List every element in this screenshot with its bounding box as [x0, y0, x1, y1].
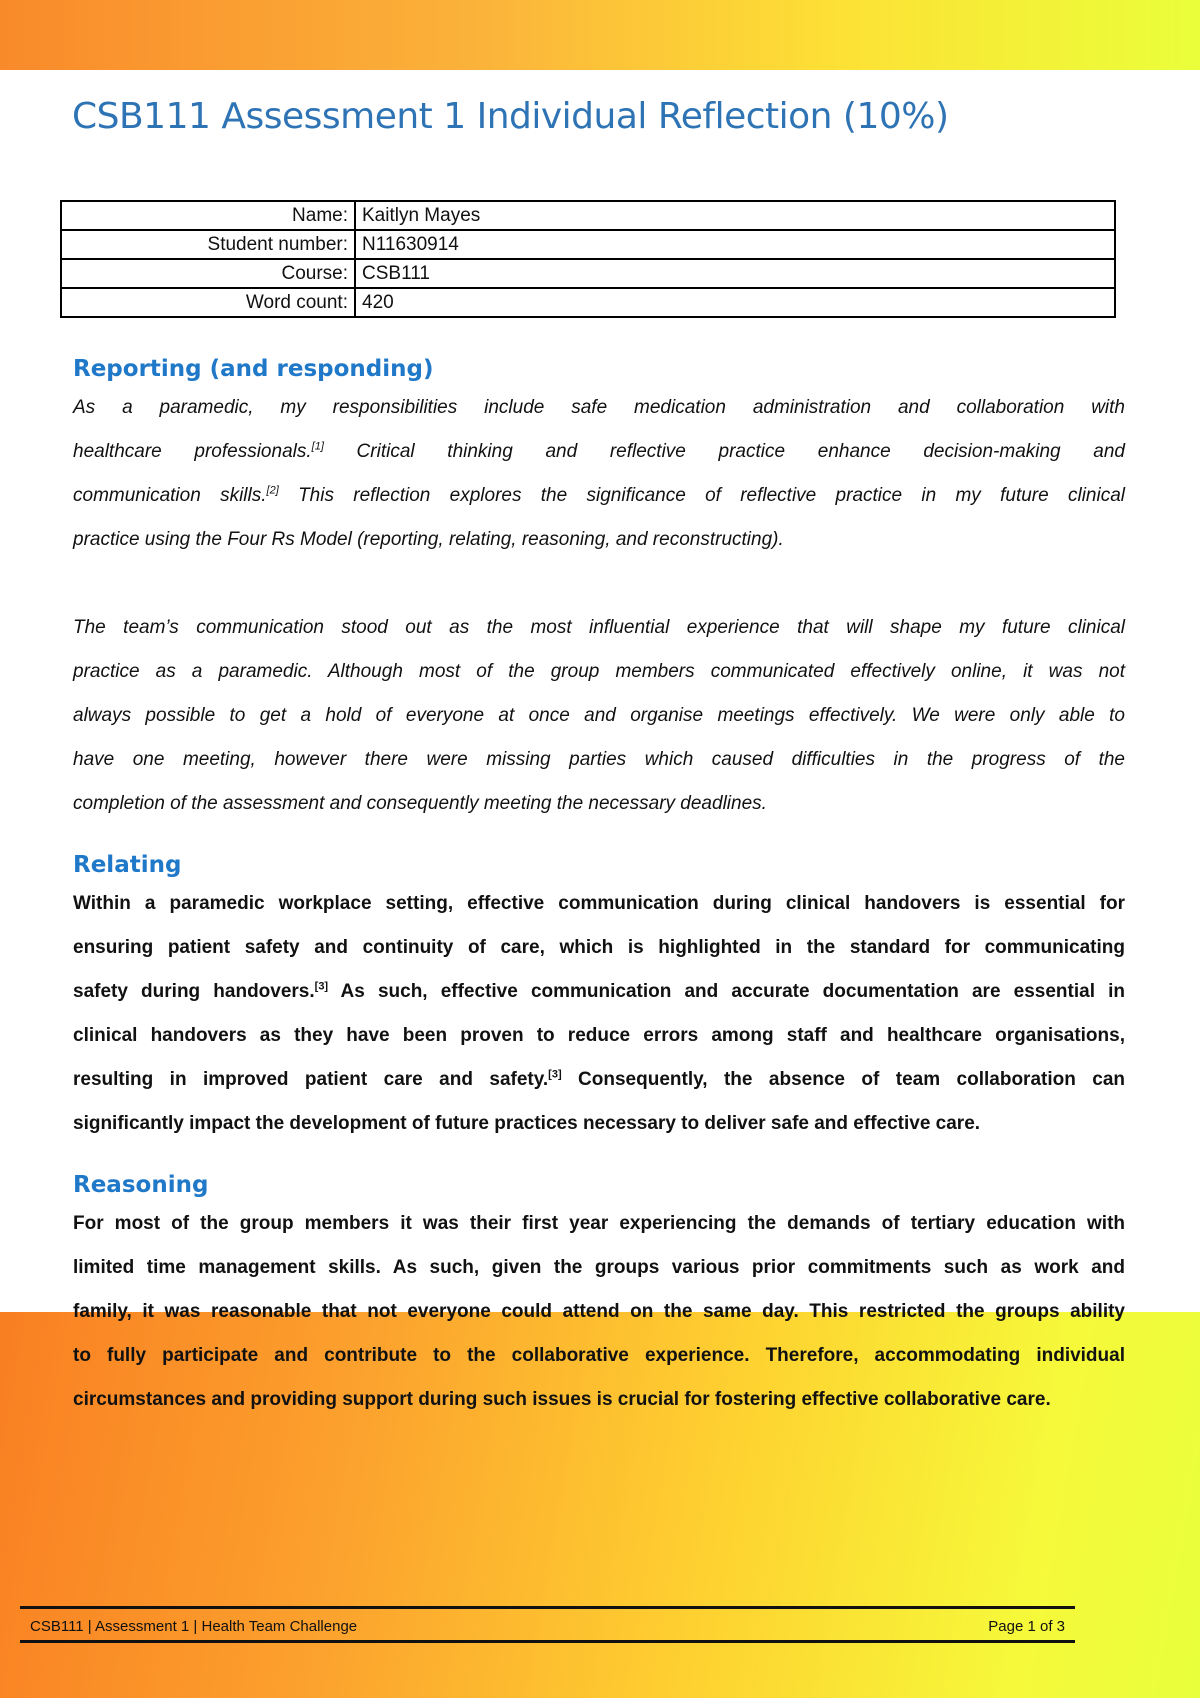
- course-value: CSB111: [355, 259, 1115, 288]
- text-line: [73, 1058, 1125, 1102]
- text-segment: ensuring patient safety and continuity of care, which is highlighted in the standard for communicating: [73, 937, 1125, 958]
- word-count-value: 420: [355, 288, 1115, 317]
- text-line: [73, 1014, 1125, 1058]
- paragraph: [73, 1202, 1125, 1422]
- text-line: [73, 738, 1125, 782]
- text-segment: resulting in improved patient care and safety.: [73, 1069, 549, 1090]
- footer-rule-bottom: [20, 1640, 1075, 1643]
- text-segment: always possible to get a hold of everyone at once and organise meetings effectively. We were only able to: [73, 705, 1125, 726]
- text-line: [73, 1202, 1125, 1246]
- text-segment: practice as a paramedic. Although most of the group members communicated effectively online, it was not: [73, 661, 1125, 682]
- name-value: Kaitlyn Mayes: [355, 201, 1115, 230]
- text-segment: have one meeting, however there were missing parties which caused difficulties in the progress of the: [73, 749, 1125, 770]
- text-segment: practice using the Four Rs Model (reporting, relating, reasoning, and reconstructing).: [73, 529, 784, 550]
- page-footer: [30, 1618, 1065, 1635]
- text-segment: to fully participate and contribute to the collaborative experience. Therefore, accommodating individual: [73, 1345, 1125, 1366]
- text-segment: communication skills.: [73, 485, 267, 506]
- table-row: [61, 288, 1115, 317]
- text-segment: limited time management skills. As such, given the groups various prior commitments such as work and: [73, 1257, 1125, 1278]
- text-line: [73, 1334, 1125, 1378]
- text-segment: clinical handovers as they have been proven to reduce errors among staff and healthcare organisations,: [73, 1025, 1125, 1046]
- section-heading: Reporting (and responding): [73, 356, 434, 382]
- text-line: [73, 1102, 1125, 1146]
- text-line: [73, 650, 1125, 694]
- citation-reference: [2]: [266, 484, 279, 497]
- text-segment: significantly impact the development of future practices necessary to deliver safe and effective care.: [73, 1113, 981, 1134]
- document-title: CSB111 Assessment 1 Individual Reflection (10%): [72, 96, 949, 137]
- text-segment: The team’s communication stood out as the most influential experience that will shape my future clinical: [73, 617, 1125, 638]
- text-line: [73, 782, 1125, 826]
- text-segment: family, it was reasonable that not everyone could attend on the same day. This restricted the groups ability: [73, 1301, 1125, 1322]
- paragraph: [73, 606, 1125, 826]
- citation-reference: [3]: [314, 980, 329, 993]
- student-number-value: N11630914: [355, 230, 1115, 259]
- text-line: [73, 970, 1125, 1014]
- text-line: [73, 518, 1125, 562]
- text-line: [73, 606, 1125, 650]
- text-segment: circumstances and providing support during such issues is crucial for fostering effective collaborative care.: [73, 1389, 1051, 1410]
- text-line: [73, 1378, 1125, 1422]
- paragraph: [73, 882, 1125, 1146]
- text-line: [73, 474, 1125, 518]
- course-label: Course:: [61, 259, 355, 288]
- text-segment: For most of the group members it was their first year experiencing the demands of tertiary education with: [73, 1213, 1125, 1234]
- header-decorative-band: [0, 0, 1200, 70]
- table-row: [61, 259, 1115, 288]
- footer-course-info: CSB111 | Assessment 1 | Health Team Challenge: [30, 1618, 358, 1635]
- document-body: [73, 352, 1125, 1422]
- text-segment: This reflection explores the significance of reflective practice in my future clinical: [278, 485, 1126, 506]
- citation-reference: [3]: [548, 1068, 562, 1081]
- section-spacer: [73, 826, 1125, 848]
- citation-reference: [1]: [311, 440, 324, 453]
- text-line: [73, 882, 1125, 926]
- text-segment: Critical thinking and reflective practice enhance decision-making and: [323, 441, 1125, 462]
- paragraph: [73, 386, 1125, 562]
- name-label: Name:: [61, 201, 355, 230]
- text-segment: safety during handovers.: [73, 981, 315, 1002]
- text-segment: As a paramedic, my responsibilities include safe medication administration and collaboration with: [73, 397, 1125, 418]
- footer-rule-top: [20, 1606, 1075, 1609]
- text-segment: Consequently, the absence of team collaboration can: [561, 1069, 1126, 1090]
- text-line: [73, 1246, 1125, 1290]
- text-line: [73, 926, 1125, 970]
- text-line: [73, 386, 1125, 430]
- word-count-label: Word count:: [61, 288, 355, 317]
- student-number-label: Student number:: [61, 230, 355, 259]
- section-heading: Reasoning: [73, 1172, 209, 1198]
- student-info-table: [60, 200, 1116, 318]
- table-row: [61, 230, 1115, 259]
- text-line: [73, 694, 1125, 738]
- text-segment: Within a paramedic workplace setting, effective communication during clinical handovers is essential for: [73, 893, 1125, 914]
- section-heading: Relating: [73, 852, 182, 878]
- table-row: [61, 201, 1115, 230]
- text-segment: As such, effective communication and accurate documentation are essential in: [328, 981, 1125, 1002]
- page-number: Page 1 of 3: [988, 1618, 1065, 1635]
- text-line: [73, 430, 1125, 474]
- text-line: [73, 1290, 1125, 1334]
- section-spacer: [73, 1146, 1125, 1168]
- text-segment: completion of the assessment and consequently meeting the necessary deadlines.: [73, 793, 767, 814]
- text-segment: healthcare professionals.: [73, 441, 312, 462]
- paragraph-spacer: [73, 562, 1125, 606]
